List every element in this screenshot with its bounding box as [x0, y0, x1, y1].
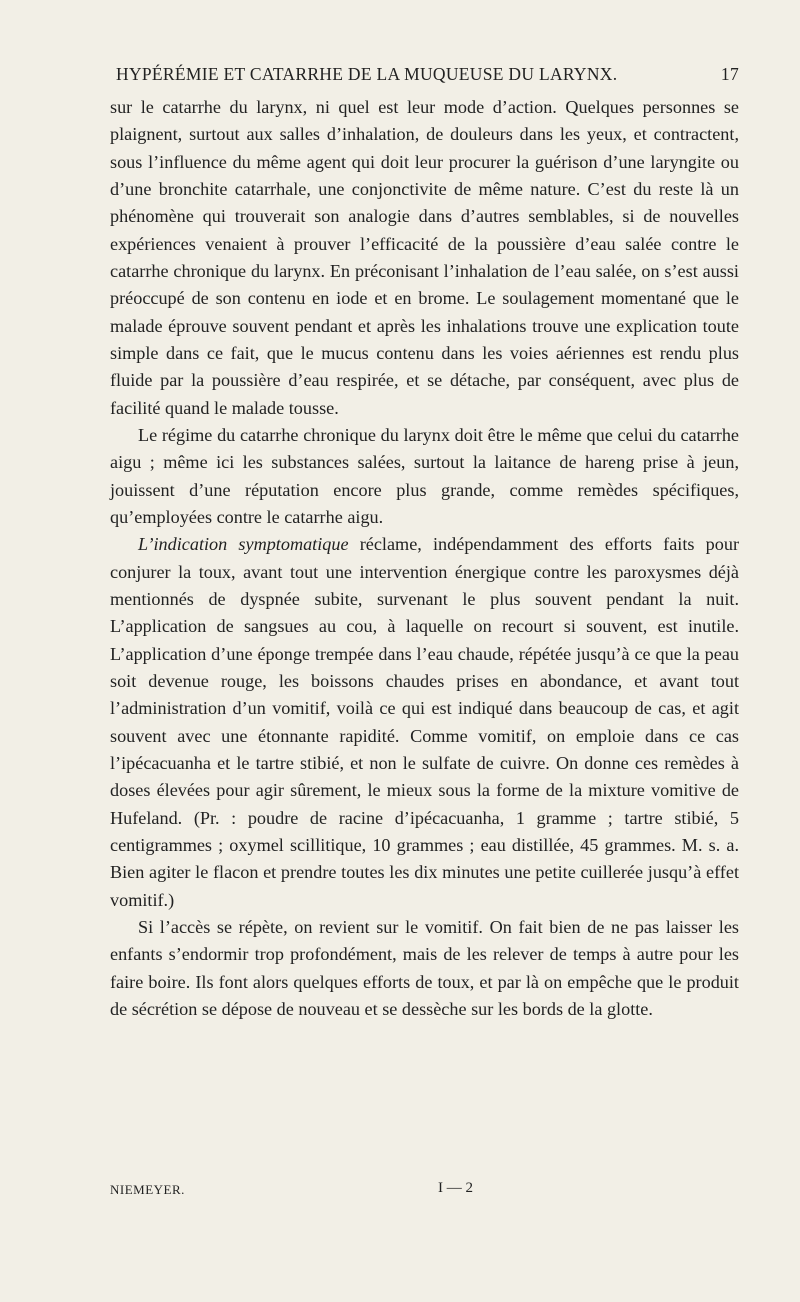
body-text	[110, 94, 739, 1023]
running-title: HYPÉRÉMIE ET CATARRHE DE LA MUQUEUSE DU LARYNX.	[116, 64, 618, 84]
footer-author: NIEMEYER.	[110, 1182, 185, 1197]
running-header	[110, 60, 739, 88]
paragraph-2: Le régime du catarrhe chronique du larynx doit être le même que celui du catarrhe aigu ; même ici les substances salées, surtout la laitance de hareng prise à jeun, jouissent d’une réputation encore plus grande, comme remèdes spécifiques, qu’employées contre le catarrhe aigu.	[110, 424, 739, 527]
page-footer	[110, 1180, 739, 1204]
paragraph-4: Si l’accès se répète, on revient sur le vomitif. On fait bien de ne pas laisser les enfants s’endormir trop profondément, mais de les relever de temps à autre pour les faire boire. Ils font alors quelques efforts de toux, et par là on empêche que le produit de sécrétion se dépose de nouveau et se dessèche sur les bords de la glotte.	[110, 916, 739, 1019]
paragraph-3	[110, 531, 739, 914]
page-number: 17	[720, 64, 739, 84]
paragraph-3-text: réclame, indépendamment des efforts faits pour conjurer la toux, avant tout une intervention énergique contre les paroxysmes déjà mentionnés de dyspnée subite, survenant le plus souvent pendant la nuit. L’application de sangsues au cou, à laquelle on recourt si souvent, est inutile. L’application d’une éponge trempée dans l’eau chaude, répétée jusqu’à ce que la peau soit devenue rouge, les boissons chaudes prises en abondance, et avant tout l’administration d’un vomitif, voilà ce qui est indiqué dans beaucoup de cas, et agit souvent avec une étonnante rapidité. Comme vomitif, on emploie dans ce cas l’ipécacuanha et le tartre stibié, et non le sulfate de cuivre. On donne ces remèdes à doses élevées pour agir sûrement, le mieux sous la forme de la mixture vomitive de Hufeland. (Pr. : poudre de racine d’ipécacuanha, 1 gramme ; tartre stibié, 5 centigrammes ; oxymel scillitique, 10 grammes ; eau distillée, 45 grammes. M. s. a. Bien agiter le flacon et prendre toutes les dix minutes une petite cuillerée jusqu’à effet vomitif.)	[110, 534, 739, 910]
signature-mark: I — 2	[438, 1180, 473, 1196]
italic-lead: L’indication symptomatique	[138, 534, 349, 555]
paragraph-1: sur le catarrhe du larynx, ni quel est leur mode d’action. Quelques personnes se plaignent, surtout aux salles d’inhalation, de douleurs dans les yeux, et contractent, sous l’influence du même agent qui doit leur procurer la guérison d’une laryngite ou d’une bronchite catarrhale, une conjonctivite de même nature. C’est du reste là un phénomène qui trouverait son analogie dans d’autres semblables, si de nouvelles expériences venaient à prouver l’efficacité de la poussière d’eau salée contre le catarrhe chronique du larynx. En préconisant l’inhalation de l’eau salée, on s’est aussi préoccupé de son contenu en iode et en brome. Le soulagement momentané que le malade éprouve souvent pendant et après les inhalations trouve une explication toute simple dans ce fait, que le mucus contenu dans les voies aériennes est rendu plus fluide par la poussière d’eau respirée, et se détache, par conséquent, avec plus de facilité quand le malade tousse.	[110, 97, 739, 418]
